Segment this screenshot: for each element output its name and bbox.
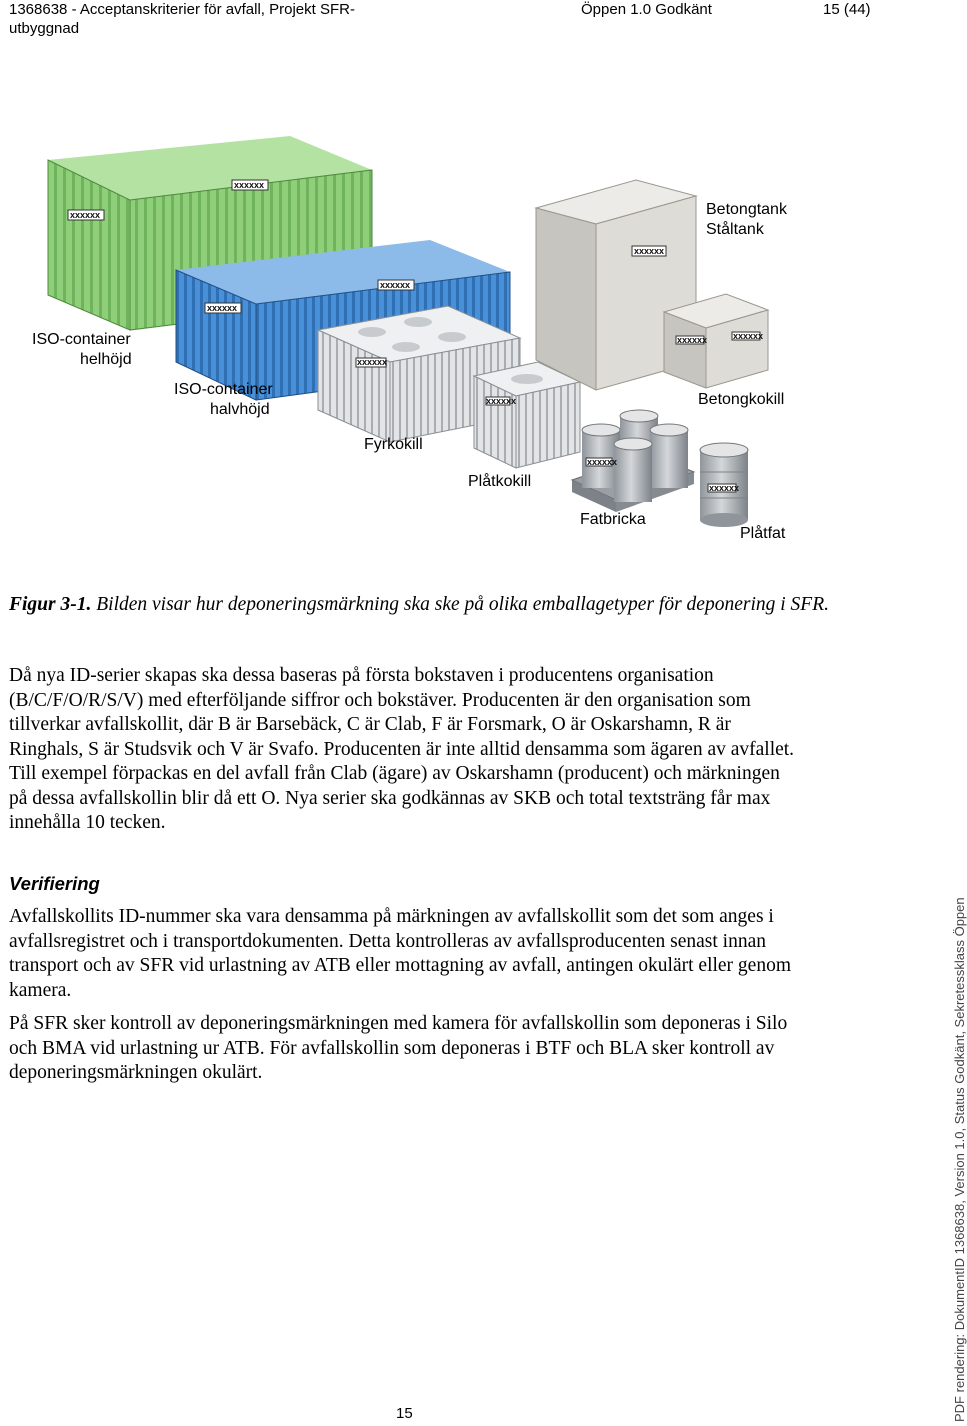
figure-caption-text: Bilden visar hur deponeringsmärkning ska ske på olika emballagetyper för deponering i SFR. (91, 594, 829, 615)
label-betongkokill: Betongkokill (698, 391, 785, 408)
marking-label: xxxxxx (677, 335, 708, 345)
marking-label: xxxxxx (587, 457, 618, 467)
platfat-drum (700, 443, 748, 527)
label-fyrkokill: Fyrkokill (364, 436, 423, 453)
marking-label: xxxxxx (486, 396, 517, 406)
paragraph-id-series: Då nya ID-serier skapas ska dessa baseras på första bokstaven i producentens organisation (B/C/F/O/R/S/V) med efterföljande siffror och bokstäver. Producenten är den organisation som tillverkar avfallskollit, där B är Barsebäck, C är Clab, F är Forsmark, O är Oskarshamn, R är Ringhals, S är Studsvik och V är Svafo. Producenten är inte alltid densamma som ägaren av avfallet. Till exempel förpackas en del avfall från Clab (ägare) av Oskarshamn (producent) och märkningen på dessa avfallskollin blir då ett O. Nya serier ska godkännas av SKB och total textsträng får max innehålla 10 tecken. (9, 665, 795, 833)
label-staltank: Ståltank (706, 221, 764, 238)
marking-label: xxxxxx (234, 180, 265, 190)
label-iso-container-half-2: halvhöjd (210, 401, 270, 418)
label-fatbricka: Fatbricka (580, 511, 646, 528)
header-status: Öppen 1.0 Godkänt (581, 1, 712, 18)
label-platfat: Plåtfat (740, 525, 786, 542)
label-iso-container-full-1: ISO-container (32, 331, 131, 348)
marking-label: xxxxxx (357, 357, 388, 367)
packaging-illustration (0, 100, 960, 570)
paragraph-sfr-control: På SFR sker kontroll av deponeringsmärkningen med kamera för avfallskollin som deponeras i Silo och BMA vid urlastning ur ATB. För avfallskollin som deponeras i BTF och BLA sker kontroll av deponeringsmärkningen okulärt. (9, 1013, 788, 1083)
header-page-count: 15 (44) (823, 1, 871, 18)
label-platkokill: Plåtkokill (468, 473, 532, 490)
label-betongtank: Betongtank (706, 201, 787, 218)
page-number: 15 (396, 1405, 413, 1422)
figure-number: Figur 3-1. (9, 594, 92, 615)
header-document-title: 1368638 - Acceptanskriterier för avfall, Projekt SFR-utbyggnad (9, 1, 355, 37)
pdf-rendering-note: PDF rendering: DokumentID 1368638, Version 1.0, Status Godkänt, Sekretessklass Öppen (952, 897, 967, 1422)
marking-label: xxxxxx (709, 483, 740, 493)
marking-label: xxxxxx (380, 280, 411, 290)
label-iso-container-half-1: ISO-container (174, 381, 273, 398)
fatbricka-pallet (572, 410, 694, 512)
marking-label: xxxxxx (733, 331, 764, 341)
label-iso-container-full-2: helhöjd (80, 351, 132, 368)
marking-label: xxxxxx (634, 246, 665, 256)
section-heading-verifiering: Verifiering (9, 873, 100, 894)
figure-caption (9, 592, 909, 617)
paragraph-verification: Avfallskollits ID-nummer ska vara densamma på märkningen av avfallskollit som det som anges i avfallsregistret och i transportdokumenten. Detta kontrolleras av avfallsproducenten senast innan transport och av SFR vid urlastning av ATB eller mottagning av avfall, antingen okulärt eller genom kamera. (9, 906, 791, 1001)
marking-label: xxxxxx (70, 210, 101, 220)
betongkokill-box (664, 294, 768, 388)
platkokill-box (474, 362, 580, 468)
marking-label: xxxxxx (207, 303, 238, 313)
